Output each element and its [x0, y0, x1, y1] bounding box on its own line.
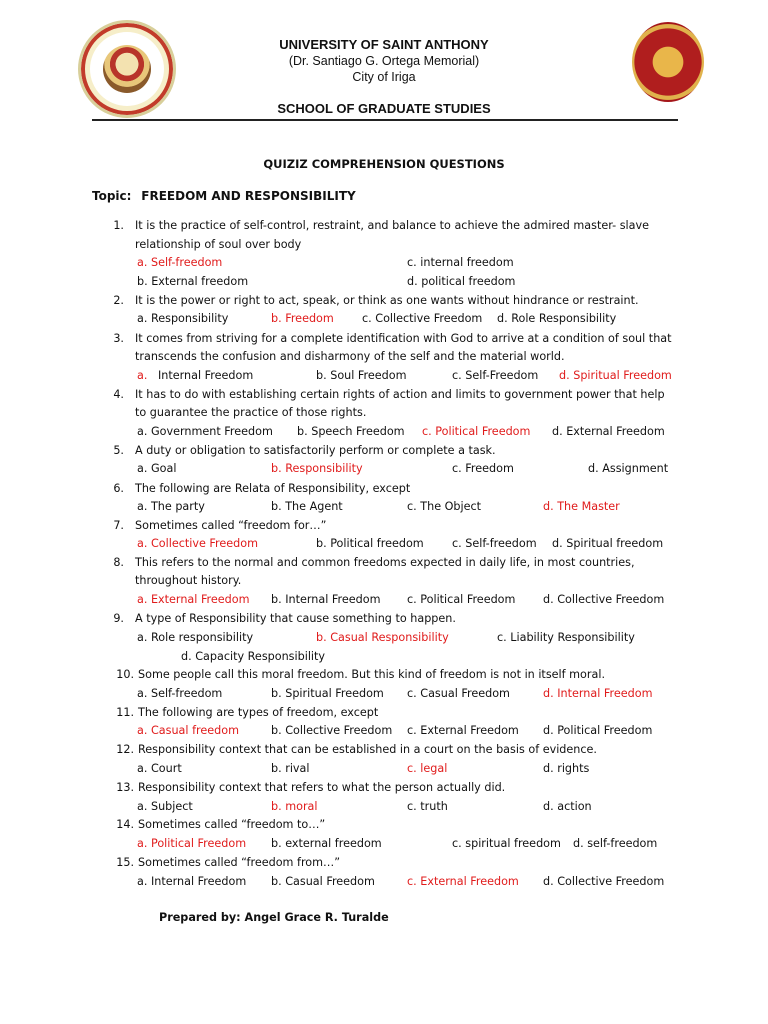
option-text: c. Freedom: [452, 462, 514, 475]
option-text: b. rival: [271, 762, 310, 775]
option-text: c. External Freedom: [407, 875, 519, 888]
university-name: UNIVERSITY OF SAINT ANTHONY: [279, 37, 489, 52]
quiz-title: QUIZIZ COMPREHENSION QUESTIONS: [263, 157, 505, 171]
school-name: SCHOOL OF GRADUATE STUDIES: [277, 101, 491, 116]
option-text: b. Internal Freedom: [271, 593, 381, 606]
option-text: a. Self-freedom: [137, 687, 223, 700]
option-text: d. Collective Freedom: [543, 875, 665, 888]
option-text: a. Role responsibility: [137, 631, 254, 644]
option-text: a. Political Freedom: [137, 837, 247, 850]
option-text: b. Political freedom: [316, 537, 424, 550]
option-text: Internal Freedom: [158, 369, 254, 382]
option-text: c. External Freedom: [407, 724, 519, 737]
option-text: d. Spiritual freedom: [552, 537, 664, 550]
option-text: d. Capacity Responsibility: [181, 650, 326, 663]
header-divider: [92, 119, 678, 121]
option-text: d. Internal Freedom: [543, 687, 653, 700]
option-text: c. Political Freedom: [407, 593, 516, 606]
option-text: d. self-freedom: [573, 837, 658, 850]
option-text: c. truth: [407, 800, 448, 813]
option-text: a.: [137, 369, 148, 382]
option-text: a. Goal: [137, 462, 177, 475]
option-text: c. The Object: [407, 500, 482, 513]
option-text: c. spiritual freedom: [452, 837, 561, 850]
option-text: c. Liability Responsibility: [497, 631, 635, 644]
option-text: a. Responsibility: [137, 312, 229, 325]
option-text: c. Political Freedom: [422, 425, 531, 438]
option-text: d. Role Responsibility: [497, 312, 617, 325]
option-text: a. Court: [137, 762, 182, 775]
option-text: b. Speech Freedom: [297, 425, 405, 438]
university-memorial: (Dr. Santiago G. Ortega Memorial): [288, 54, 480, 68]
option-text: c. legal: [407, 762, 448, 775]
option-text: b. Collective Freedom: [271, 724, 393, 737]
topic-value: FREEDOM AND RESPONSIBILITY: [141, 189, 356, 203]
option-text: d. External Freedom: [552, 425, 665, 438]
option-text: d. rights: [543, 762, 590, 775]
option-text: d. The Master: [543, 500, 620, 513]
option-text: b. The Agent: [271, 500, 343, 513]
prepared-by: Prepared by: Angel Grace R. Turalde: [159, 911, 389, 924]
option-text: b. external freedom: [271, 837, 382, 850]
option-text: b. Casual Responsibility: [316, 631, 449, 644]
option-text: d. Political Freedom: [543, 724, 653, 737]
option-text: c. Self-freedom: [452, 537, 537, 550]
university-city: City of Iriga: [352, 70, 416, 84]
option-text: a. Collective Freedom: [137, 537, 259, 550]
option-text: d. action: [543, 800, 592, 813]
option-text: d. political freedom: [407, 275, 516, 288]
option-text: a. Subject: [137, 800, 193, 813]
option-text: d. Spiritual Freedom: [559, 369, 672, 382]
topic-label: Topic:: [92, 189, 132, 203]
option-text: b. Spiritual Freedom: [271, 687, 384, 700]
option-text: b. External freedom: [137, 275, 249, 288]
option-text: c. internal freedom: [407, 256, 514, 269]
option-text: b. Responsibility: [271, 462, 363, 475]
option-text: d. Assignment: [588, 462, 669, 475]
option-text: b. Soul Freedom: [316, 369, 407, 382]
option-text: c. Self-Freedom: [452, 369, 539, 382]
option-text: a. The party: [137, 500, 205, 513]
option-text: a. Casual freedom: [137, 724, 239, 737]
option-text: b. Casual Freedom: [271, 875, 375, 888]
option-text: c. Collective Freedom: [362, 312, 483, 325]
option-text: c. Casual Freedom: [407, 687, 510, 700]
option-text: a. Internal Freedom: [137, 875, 247, 888]
topic-line: [92, 189, 356, 203]
option-text: b. moral: [271, 800, 318, 813]
option-text: a. Government Freedom: [137, 425, 273, 438]
option-text: a. External Freedom: [137, 593, 250, 606]
option-text: b. Freedom: [271, 312, 334, 325]
option-text: a. Self-freedom: [137, 256, 223, 269]
option-text: d. Collective Freedom: [543, 593, 665, 606]
